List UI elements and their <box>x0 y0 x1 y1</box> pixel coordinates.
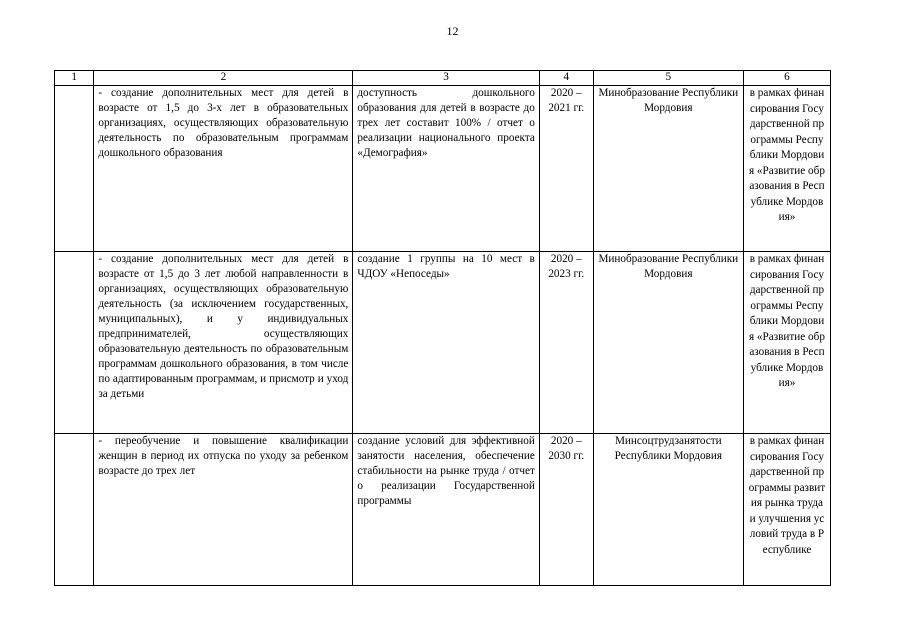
financing-cell: в рамках финансирования Государственной программы Республики Мордовия «Развитие образования в Республике Мордовия» <box>743 252 830 434</box>
measure-cell: - создание дополнительных мест для детей в возрасте от 1,5 до 3-х лет в образовательных организациях, осуществляющих образовательную деятельность по образовательным программам дошкольного образования <box>94 86 353 252</box>
header-col-4: 4 <box>539 71 593 86</box>
period-cell: 2020 – 2021 гг. <box>539 86 593 252</box>
header-col-3: 3 <box>353 71 539 86</box>
table-row <box>55 434 831 586</box>
header-col-5: 5 <box>593 71 743 86</box>
result-cell: создание 1 группы на 10 мест в ЧДОУ «Непоседы» <box>353 252 539 434</box>
period-cell: 2020 – 2030 гг. <box>539 434 593 586</box>
result-cell: создание условий для эффективной занятости населения, обеспечение стабильности на рынке труда / отчет о реализации Государственной программы <box>353 434 539 586</box>
result-cell: доступность дошкольного образования для детей в возрасте до трех лет составит 100% / отчет о реализации национального проекта «Демография» <box>353 86 539 252</box>
measures-table <box>54 70 831 586</box>
measure-cell: - переобучение и повышение квалификации женщин в период их отпуска по уходу за ребенком возрасте до трех лет <box>94 434 353 586</box>
financing-cell: в рамках финансирования Государственной программы Республики Мордовия «Развитие образования в Республике Мордовия» <box>743 86 830 252</box>
financing-cell: в рамках финансирования Государственной программы развития рынка труда и улучшения условий труда в Республике <box>743 434 830 586</box>
measure-cell: - создание дополнительных мест для детей в возрасте от 1,5 до 3 лет любой направленности в организациях, осуществляющих образовательную деятельность (за исключением государственных, муниципальных), и у индивидуальных предпринимателей, осуществляющих образовательную деятельность по образовательным программам дошкольного образования, в том числе по адаптированным программам, и присмотр и уход за детьми <box>94 252 353 434</box>
executor-cell: Минсоцтрудзанятости Республики Мордовия <box>593 434 743 586</box>
header-col-1: 1 <box>55 71 94 86</box>
header-col-6: 6 <box>743 71 830 86</box>
period-cell: 2020 – 2023 гг. <box>539 252 593 434</box>
row-number-cell <box>55 434 94 586</box>
row-number-cell <box>55 252 94 434</box>
table-row <box>55 86 831 252</box>
header-col-2: 2 <box>94 71 353 86</box>
executor-cell: Минобразование Республики Мордовия <box>593 86 743 252</box>
page-number: 12 <box>446 24 459 38</box>
table-row <box>55 252 831 434</box>
table-header-row <box>55 71 831 86</box>
executor-cell: Минобразование Республики Мордовия <box>593 252 743 434</box>
row-number-cell <box>55 86 94 252</box>
